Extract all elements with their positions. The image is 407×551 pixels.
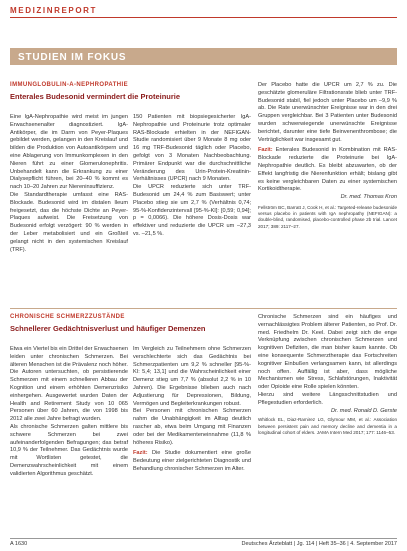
article1-kicker: IMMUNGLOBULIN-A-NEPHROPATHIE [10, 82, 128, 88]
fazit-text: Die Studie dokumentiert eine große Bedeutung einer zielgerichteten Diagnostik und Behandlung chronischer Schmerzen im Alter. [133, 450, 253, 472]
paragraph: Bei Personen mit chronischen Schmerzen nahm die Unabhängigkeit im Alltag deutlich rascher ab, etwa beim Umgang mit Finanzen oder bei der Medikamenteneinnahme (11,8 % höheres Risiko). [133, 408, 253, 446]
paragraph: 150 Patienten mit biopsiegesicherter IgA-Nephropathie und Proteinurie trotz optimaler RAS-Blockade erhielten in der NEFIGAN-Studie randomisiert über 9 Monate 8 mg oder 16 mg TRF-Budesonid täglich oder Placebo, gefolgt von 3 Monaten Nachbeobachtung. Primärer Endpunkt war die durchschnittliche Veränderung des Urin-Protein-Kreatinin-Verhältnisses (UPCR) nach 9 Monaten. [133, 114, 253, 183]
journal-citation: Deutsches Ärzteblatt | Jg. 114 | Heft 35–36 | 4. September 2017 [241, 541, 397, 547]
article1-headline: Enterales Budesonid vermindert die Proteinurie [10, 92, 181, 101]
paragraph: Eine IgA-Nephropathie wird meist im jungen Erwachsenenalter diagnostiziert. IgA-Antikörper, die im Darm von Peyer-Plaques gebildet werden, gelangen in den Kreislauf und bilden die Produktion von Autoantikörpern und eine Ablagerung von Immunkomplexen in den Nieren führt zu einer Glomerulonephritis. Unbehandelt kann die Erkrankung zu einer Dialysepflicht führen, bei 20–40 % kommt es nach 10–20 Jahren zur Niereninsuffizienz. [10, 114, 130, 191]
footer-rule [10, 538, 397, 539]
page-number: A 1630 [10, 541, 28, 547]
fazit-label: Fazit: [133, 450, 148, 457]
article2-headline: Schnellerer Gedächtnisverlust und häufiger Demenzen [10, 324, 206, 333]
paragraph: Hierzu sind weitere Längsschnittstudien und Pflegestudien erforderlich. [258, 391, 399, 406]
paragraph: Die Standardtherapie umfasst eine RAS-Blockade. Budesonid wird im distalen Ileum freigesetzt, das die höchste Dichte an Peyer-Plaques aufweist. Die Freisetzung von Budesonid erfolgt verzögert: 90 % werden in der Leber metabolisiert und ein Großteil gelangt nicht in den systemischen Kreislauf (TRF). [10, 191, 130, 253]
article-divider [10, 308, 397, 309]
article2-kicker: CHRONISCHE SCHMERZZUSTÄNDE [10, 314, 125, 320]
article1-column-3 [258, 82, 397, 230]
article1-column-1 [10, 114, 128, 254]
reference: Whitlock EL, Diaz-Ramirez LG, Glymour MM, et al.: Association between persistent pain and memory decline and dementia in a longitudinal cohort of elders. JAMA Intern Med 2017; 177: 1146–53. [258, 417, 399, 435]
fazit-paragraph [133, 450, 251, 473]
paragraph: Chronische Schmerzen sind ein häufiges und vernachlässigtes Problem älterer Patienten, so Prof. Dr. med. Friedhelm Dr. Keel. Dabei zeigt sich die enge Verknüpfung zwischen chronischen Schmerzen und kognitiven Defiziten, die man bisher kaum kannte. Ob eine konsequente Schmerztherapie das Fortschreiten kognitiver Einbußen verlangsamen kann, ist allerdings noch offen. Auffällig ist aber, dass mögliche Mechanismen wie Stress, Schlafstörungen, Inaktivität oder Opioide eine Rolle spielen könnten. [258, 314, 399, 391]
article1-column-2 [133, 114, 251, 239]
header-rule [10, 17, 397, 18]
paragraph: Im Vergleich zu Teilnehmern ohne Schmerzen verschlechterte sich das Gedächtnis bei Schmerzpatienten um 9,2 % schneller [95-%-KI: 5,4; 13,1] und die Wahrscheinlichkeit einer Demenz stieg um 7,7 % (absolut 2,2 % in 10 Jahren). Die Ergebnisse blieben auch nach Adjustierung für Depressionen, Bildung, Vermögen und Begleiterkrankungen robust. [133, 346, 253, 407]
paragraph: Etwa ein Viertel bis ein Drittel der Erwachsenen leiden unter chronischen Schmerzen. Bei älteren Menschen ist die Prävalenz noch höher. Die Autoren untersuchten, ob persistierende Schmerzen mit einem schnelleren Abbau der Kognition und einem erhöhten Demenzrisiko einhergehen. Ausgewertet wurden Daten der Health and Retirement Study von 10 065 Personen über 60 Jahren, die von 1998 bis 2012 alle zwei Jahre befragt wurden. [10, 346, 130, 423]
fazit-paragraph [258, 147, 397, 194]
author-byline: Dr. med. Thomas Kron [340, 194, 397, 201]
author-byline: Dr. med. Ronald D. Gerste [330, 407, 397, 414]
paragraph: Als chronische Schmerzen galten mittlere bis schwere Schmerzen bei zwei aufeinanderfolgenden Befragungen; das betraf 10,9 % der Teilnehmer. Das Gedächtnis wurde mit Wortlisten getestet, die Demenzwahrscheinlichkeit mit einem validierten Algorithmus geschätzt. [10, 423, 130, 477]
paragraph: Der Placebo hatte die UPCR um 2,7 % zu. Die geschätzte glomeruläre Filtrationsrate blieb unter TRF-Budesonid stabil, fiel jedoch unter Placebo um –9,9 % ab. Die Rate unerwünschter Ereignisse war in den drei Gruppen vergleichbar. Bei 3 Patienten unter Budesonid wurden schwerwiegende unerwünschte Ereignisse berichtet, darunter eine tiefe Beinvenenthrombose; die Verträglichkeit war insgesamt gut. [258, 82, 399, 143]
article2-column-3 [258, 314, 397, 436]
section-title: STUDIEN IM FOKUS [18, 52, 127, 63]
article2-column-2 [133, 346, 251, 474]
paragraph: Die UPCR reduzierte sich unter TRF-Budesonid um 24,4 % zum Basiswert; unter Placebo stieg sie um 2,7 % (Verhältnis 0,74; 95-%-Konfidenzintervall [95-%-KI]: [0,59; 0,94]; p = 0,0066). Die höhere Dosis-Dosis war effektiver und reduzierte die UPCR um –27,3 vs. –21,5 %. [133, 184, 253, 237]
reference: Fellström BC, Barratt J, Cook H, et al.: Targeted-release budesonide versus placebo in patients with IgA nephropathy (NEFIGAN): a double-blind, randomised, placebo-controlled phase 2b trial. Lancet 2017; 389: 2117–27. [258, 204, 399, 229]
fazit-text: Enterales Budesonid in Kombination mit RAS-Blockade reduzierte die Proteinurie bei IgA-Nephropathie deutlich. Es bleibt abzuwarten, ob der Effekt langfristig die Nierenfunktion erhält; bislang gibt es keine vergleichbaren Daten zu einer systemischen Kortikoidtherapie. [258, 147, 399, 193]
article2-column-1 [10, 346, 128, 479]
fazit-label: Fazit: [258, 147, 273, 154]
section-label: MEDIZINREPORT [10, 6, 98, 15]
